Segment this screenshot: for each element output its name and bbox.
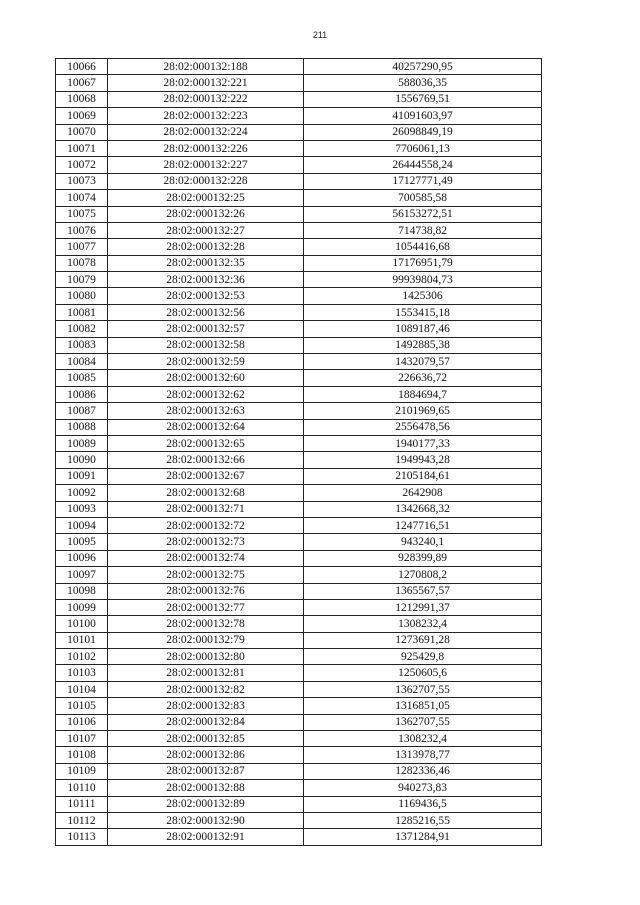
row-number-cell: 10110 — [56, 780, 108, 796]
cadastral-number-cell: 28:02:000132:64 — [108, 419, 304, 435]
value-cell: 925429,8 — [304, 649, 542, 665]
table-row — [56, 140, 542, 156]
value-cell: 940273,83 — [304, 780, 542, 796]
cadastral-number-cell: 28:02:000132:35 — [108, 255, 304, 271]
table-row — [56, 91, 542, 107]
value-cell: 1553415,18 — [304, 304, 542, 320]
value-cell: 2105184,61 — [304, 468, 542, 484]
table-row — [56, 403, 542, 419]
value-cell: 1362707,55 — [304, 681, 542, 697]
cadastral-number-cell: 28:02:000132:223 — [108, 108, 304, 124]
value-cell: 40257290,95 — [304, 59, 542, 75]
value-cell: 41091603,97 — [304, 108, 542, 124]
value-cell: 1556769,51 — [304, 91, 542, 107]
value-cell: 1940177,33 — [304, 435, 542, 451]
value-cell: 17176951,79 — [304, 255, 542, 271]
table-row — [56, 550, 542, 566]
table-row — [56, 337, 542, 353]
table-row — [56, 157, 542, 173]
value-cell: 943240,1 — [304, 534, 542, 550]
cadastral-number-cell: 28:02:000132:228 — [108, 173, 304, 189]
cadastral-number-cell: 28:02:000132:226 — [108, 140, 304, 156]
table-row — [56, 583, 542, 599]
cadastral-number-cell: 28:02:000132:36 — [108, 272, 304, 288]
table-row — [56, 173, 542, 189]
value-cell: 1250605,6 — [304, 665, 542, 681]
cadastral-number-cell: 28:02:000132:77 — [108, 599, 304, 615]
cadastral-number-cell: 28:02:000132:58 — [108, 337, 304, 353]
row-number-cell: 10072 — [56, 157, 108, 173]
table-row — [56, 698, 542, 714]
row-number-cell: 10087 — [56, 403, 108, 419]
table-row — [56, 747, 542, 763]
cadastral-number-cell: 28:02:000132:57 — [108, 321, 304, 337]
row-number-cell: 10066 — [56, 59, 108, 75]
value-cell: 1169436,5 — [304, 796, 542, 812]
row-number-cell: 10076 — [56, 222, 108, 238]
table-row — [56, 255, 542, 271]
table-row — [56, 59, 542, 75]
row-number-cell: 10085 — [56, 370, 108, 386]
page-number: 211 — [312, 30, 328, 40]
table-row — [56, 501, 542, 517]
cadastral-number-cell: 28:02:000132:188 — [108, 59, 304, 75]
value-cell: 26098849,19 — [304, 124, 542, 140]
cadastral-number-cell: 28:02:000132:73 — [108, 534, 304, 550]
value-cell: 2556478,56 — [304, 419, 542, 435]
table-row — [56, 567, 542, 583]
row-number-cell: 10073 — [56, 173, 108, 189]
cadastral-number-cell: 28:02:000132:63 — [108, 403, 304, 419]
table-row — [56, 222, 542, 238]
cadastral-number-cell: 28:02:000132:65 — [108, 435, 304, 451]
value-cell: 1054416,68 — [304, 239, 542, 255]
cadastral-number-cell: 28:02:000132:76 — [108, 583, 304, 599]
cadastral-number-cell: 28:02:000132:67 — [108, 468, 304, 484]
cadastral-number-cell: 28:02:000132:72 — [108, 517, 304, 533]
value-cell: 56153272,51 — [304, 206, 542, 222]
cadastral-number-cell: 28:02:000132:71 — [108, 501, 304, 517]
table-row — [56, 780, 542, 796]
cadastral-number-cell: 28:02:000132:62 — [108, 386, 304, 402]
table-row — [56, 435, 542, 451]
row-number-cell: 10092 — [56, 485, 108, 501]
cadastral-number-cell: 28:02:000132:84 — [108, 714, 304, 730]
row-number-cell: 10095 — [56, 534, 108, 550]
row-number-cell: 10083 — [56, 337, 108, 353]
cadastral-number-cell: 28:02:000132:222 — [108, 91, 304, 107]
cadastral-number-cell: 28:02:000132:91 — [108, 829, 304, 845]
row-number-cell: 10067 — [56, 75, 108, 91]
cadastral-number-cell: 28:02:000132:81 — [108, 665, 304, 681]
value-cell: 1089187,46 — [304, 321, 542, 337]
cadastral-number-cell: 28:02:000132:75 — [108, 567, 304, 583]
table-row — [56, 304, 542, 320]
table-row — [56, 272, 542, 288]
row-number-cell: 10088 — [56, 419, 108, 435]
row-number-cell: 10096 — [56, 550, 108, 566]
cadastral-number-cell: 28:02:000132:80 — [108, 649, 304, 665]
row-number-cell: 10090 — [56, 452, 108, 468]
cadastral-number-cell: 28:02:000132:26 — [108, 206, 304, 222]
table-row — [56, 632, 542, 648]
row-number-cell: 10100 — [56, 616, 108, 632]
table-row — [56, 206, 542, 222]
value-cell: 1884694,7 — [304, 386, 542, 402]
cadastral-number-cell: 28:02:000132:221 — [108, 75, 304, 91]
cadastral-number-cell: 28:02:000132:66 — [108, 452, 304, 468]
table-row — [56, 763, 542, 779]
value-cell: 1273691,28 — [304, 632, 542, 648]
row-number-cell: 10113 — [56, 829, 108, 845]
value-cell: 226636,72 — [304, 370, 542, 386]
cadastral-number-cell: 28:02:000132:79 — [108, 632, 304, 648]
row-number-cell: 10104 — [56, 681, 108, 697]
table-row — [56, 124, 542, 140]
value-cell: 1365567,57 — [304, 583, 542, 599]
value-cell: 1371284,91 — [304, 829, 542, 845]
value-cell: 1362707,55 — [304, 714, 542, 730]
value-cell: 26444558,24 — [304, 157, 542, 173]
row-number-cell: 10099 — [56, 599, 108, 615]
value-cell: 714738,82 — [304, 222, 542, 238]
value-cell: 1270808,2 — [304, 567, 542, 583]
value-cell: 1342668,32 — [304, 501, 542, 517]
cadastral-number-cell: 28:02:000132:89 — [108, 796, 304, 812]
value-cell: 1316851,05 — [304, 698, 542, 714]
cadastral-number-cell: 28:02:000132:86 — [108, 747, 304, 763]
row-number-cell: 10089 — [56, 435, 108, 451]
row-number-cell: 10109 — [56, 763, 108, 779]
value-cell: 17127771,49 — [304, 173, 542, 189]
value-cell: 1212991,37 — [304, 599, 542, 615]
row-number-cell: 10098 — [56, 583, 108, 599]
table-row — [56, 616, 542, 632]
row-number-cell: 10107 — [56, 731, 108, 747]
value-cell: 1425306 — [304, 288, 542, 304]
table-row — [56, 796, 542, 812]
row-number-cell: 10102 — [56, 649, 108, 665]
value-cell: 588036,35 — [304, 75, 542, 91]
cadastral-number-cell: 28:02:000132:68 — [108, 485, 304, 501]
row-number-cell: 10082 — [56, 321, 108, 337]
value-cell: 1247716,51 — [304, 517, 542, 533]
table-row — [56, 288, 542, 304]
row-number-cell: 10071 — [56, 140, 108, 156]
row-number-cell: 10075 — [56, 206, 108, 222]
row-number-cell: 10074 — [56, 190, 108, 206]
cadastral-number-cell: 28:02:000132:87 — [108, 763, 304, 779]
table-row — [56, 354, 542, 370]
cadastral-number-cell: 28:02:000132:25 — [108, 190, 304, 206]
row-number-cell: 10081 — [56, 304, 108, 320]
row-number-cell: 10086 — [56, 386, 108, 402]
row-number-cell: 10101 — [56, 632, 108, 648]
table-row — [56, 370, 542, 386]
value-cell: 2101969,65 — [304, 403, 542, 419]
table-row — [56, 812, 542, 828]
row-number-cell: 10108 — [56, 747, 108, 763]
cadastral-number-cell: 28:02:000132:224 — [108, 124, 304, 140]
table-row — [56, 681, 542, 697]
value-cell: 1949943,28 — [304, 452, 542, 468]
cadastral-number-cell: 28:02:000132:59 — [108, 354, 304, 370]
value-cell: 1282336,46 — [304, 763, 542, 779]
table-row — [56, 468, 542, 484]
table-row — [56, 75, 542, 91]
cadastral-number-cell: 28:02:000132:28 — [108, 239, 304, 255]
data-table — [55, 58, 542, 846]
value-cell: 1285216,55 — [304, 812, 542, 828]
table-row — [56, 731, 542, 747]
row-number-cell: 10079 — [56, 272, 108, 288]
value-cell: 1308232,4 — [304, 616, 542, 632]
cadastral-number-cell: 28:02:000132:78 — [108, 616, 304, 632]
row-number-cell: 10070 — [56, 124, 108, 140]
cadastral-number-cell: 28:02:000132:27 — [108, 222, 304, 238]
row-number-cell: 10103 — [56, 665, 108, 681]
row-number-cell: 10097 — [56, 567, 108, 583]
table-row — [56, 386, 542, 402]
row-number-cell: 10094 — [56, 517, 108, 533]
row-number-cell: 10077 — [56, 239, 108, 255]
table-row — [56, 517, 542, 533]
row-number-cell: 10068 — [56, 91, 108, 107]
value-cell: 1492885,38 — [304, 337, 542, 353]
cadastral-number-cell: 28:02:000132:53 — [108, 288, 304, 304]
value-cell: 1308232,4 — [304, 731, 542, 747]
table-body — [56, 59, 542, 846]
table-row — [56, 190, 542, 206]
value-cell: 928399,89 — [304, 550, 542, 566]
cadastral-number-cell: 28:02:000132:60 — [108, 370, 304, 386]
row-number-cell: 10093 — [56, 501, 108, 517]
table-row — [56, 321, 542, 337]
cadastral-number-cell: 28:02:000132:83 — [108, 698, 304, 714]
value-cell: 2642908 — [304, 485, 542, 501]
row-number-cell: 10091 — [56, 468, 108, 484]
cadastral-number-cell: 28:02:000132:82 — [108, 681, 304, 697]
table-row — [56, 714, 542, 730]
cadastral-number-cell: 28:02:000132:227 — [108, 157, 304, 173]
table-row — [56, 829, 542, 845]
row-number-cell: 10106 — [56, 714, 108, 730]
cadastral-number-cell: 28:02:000132:56 — [108, 304, 304, 320]
table-row — [56, 649, 542, 665]
row-number-cell: 10105 — [56, 698, 108, 714]
value-cell: 99939804,73 — [304, 272, 542, 288]
value-cell: 700585,58 — [304, 190, 542, 206]
value-cell: 1432079,57 — [304, 354, 542, 370]
row-number-cell: 10084 — [56, 354, 108, 370]
table-row — [56, 452, 542, 468]
row-number-cell: 10111 — [56, 796, 108, 812]
cadastral-number-cell: 28:02:000132:90 — [108, 812, 304, 828]
row-number-cell: 10080 — [56, 288, 108, 304]
row-number-cell: 10078 — [56, 255, 108, 271]
value-cell: 1313978,77 — [304, 747, 542, 763]
value-cell: 7706061,13 — [304, 140, 542, 156]
table-row — [56, 534, 542, 550]
table-row — [56, 665, 542, 681]
cadastral-number-cell: 28:02:000132:88 — [108, 780, 304, 796]
table-row — [56, 419, 542, 435]
row-number-cell: 10112 — [56, 812, 108, 828]
cadastral-number-cell: 28:02:000132:85 — [108, 731, 304, 747]
table-row — [56, 599, 542, 615]
row-number-cell: 10069 — [56, 108, 108, 124]
table-row — [56, 108, 542, 124]
table-row — [56, 485, 542, 501]
cadastral-number-cell: 28:02:000132:74 — [108, 550, 304, 566]
table-row — [56, 239, 542, 255]
